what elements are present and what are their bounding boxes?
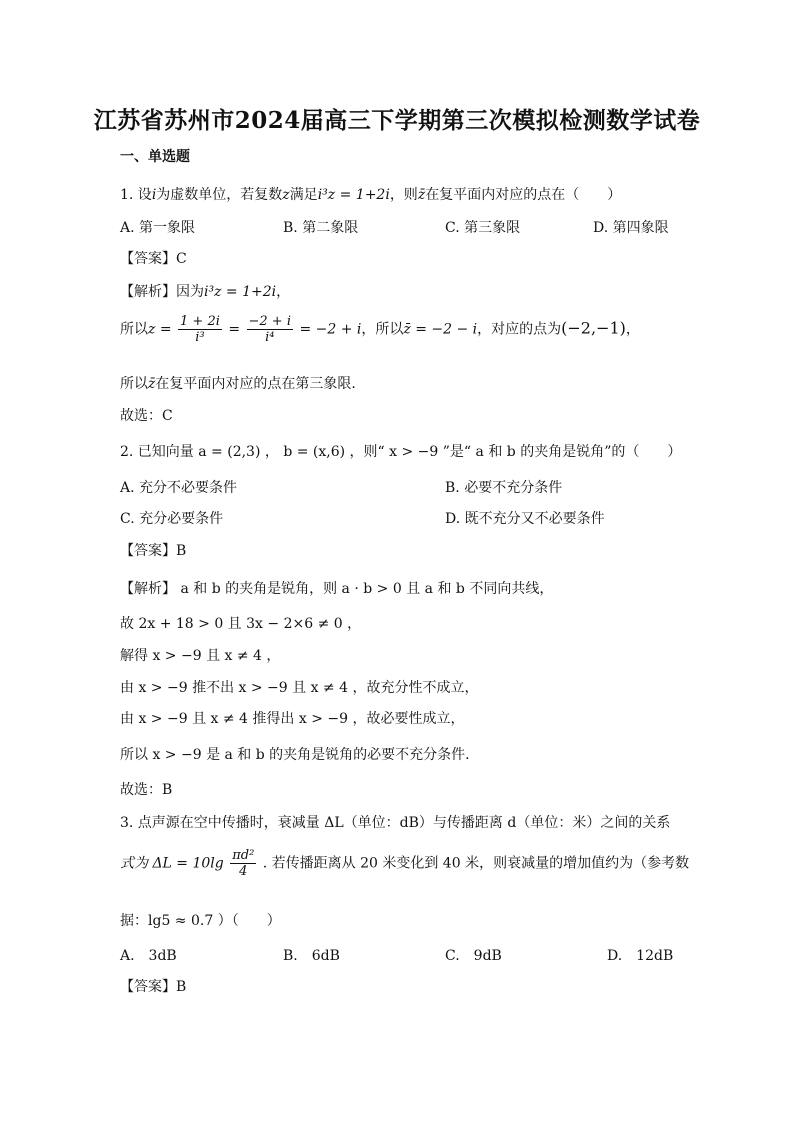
question-1-option-d: D. 第四象限 — [593, 220, 669, 236]
question-1-analysis-line-2: 所以z = $\frac{1 + 2i}{\text{i³}}$ = $\frac{-2 + i}{\text{i⁴}}$ = −2 + i，所以z̄ = −2 − i，对应的点为(−2,−1)， — [120, 314, 640, 345]
question-3-stem-line-1: 3. 点声源在空中传播时，衰减量 ΔL（单位：dB）与传播距离 d（单位：米）之间的关系 — [120, 815, 671, 831]
fraction: $\frac{\text{πd²}}{4}$ — [232, 848, 255, 879]
fraction: $\frac{-2 + i}{\text{i⁴}}$ — [248, 314, 291, 345]
question-1-option-a: A. 第一象限 — [120, 220, 196, 236]
question-3-option-b: B. 6dB — [283, 948, 340, 964]
section-heading: 一、单选题 — [120, 149, 190, 165]
question-1-answer: 【答案】C — [120, 251, 187, 267]
question-1-analysis: 【解析】因为i³z = 1+2i， — [120, 284, 291, 300]
question-2-analysis-line-2: 故 2x + 18 > 0 且 3x − 2×6 ≠ 0 ， — [120, 616, 362, 632]
question-3-option-a: A. 3dB — [120, 948, 177, 964]
question-1-option-b: B. 第二象限 — [283, 220, 359, 236]
question-2-option-b: B. 必要不充分条件 — [445, 480, 563, 496]
question-1-analysis-line-3: 所以z̄在复平面内对应的点在第三象限. — [120, 376, 356, 392]
question-3-stem-line-2: 式为 ΔL = 10lg $\frac{\text{πd²}}{4}$ . 若传播距离从 20 米变化到 40 米，则衰减量的增加值约为（参考数 — [120, 848, 690, 879]
question-2-analysis-line-5: 由 x > −9 且 x ≠ 4 推得出 x > −9 ，故必要性成立， — [120, 711, 465, 727]
question-1-option-c: C. 第三象限 — [445, 220, 521, 236]
question-2-conclusion: 故选：B — [120, 782, 173, 798]
question-2-option-a: A. 充分不必要条件 — [120, 480, 238, 496]
question-1-conclusion: 故选：C — [120, 408, 173, 424]
question-2-option-c: C. 充分必要条件 — [120, 511, 224, 527]
question-2-analysis: 【解析】 a 和 b 的夹角是锐角，则 a · b > 0 且 a 和 b 不同向共线， — [120, 581, 554, 597]
question-2-analysis-line-6: 所以 x > −9 是 a 和 b 的夹角是锐角的必要不充分条件. — [120, 747, 470, 763]
page-title: 江苏省苏州市2024届高三下学期第三次模拟检测数学试卷 — [93, 107, 701, 134]
question-3-answer: 【答案】B — [120, 979, 187, 995]
question-2-stem: 2. 已知向量 a = (2,3) ， b = (x,6) ，则“ x > −9 ”是“ a 和 b 的夹角是锐角”的（ ） — [120, 444, 682, 460]
question-2-option-d: D. 既不充分又不必要条件 — [445, 511, 605, 527]
question-2-answer: 【答案】B — [120, 543, 187, 559]
fraction: $\frac{1 + 2i}{\text{i³}}$ — [180, 314, 220, 345]
question-3-option-c: C. 9dB — [445, 948, 502, 964]
question-3-stem-line-3: 据：lg5 ≈ 0.7 ）（ ） — [120, 913, 281, 929]
question-2-analysis-line-4: 由 x > −9 推不出 x > −9 且 x ≠ 4 ，故充分性不成立， — [120, 680, 479, 696]
question-2-analysis-line-3: 解得 x > −9 且 x ≠ 4 ， — [120, 648, 281, 664]
question-3-option-d: D. 12dB — [607, 948, 674, 964]
question-1-stem: 1. 设i为虚数单位，若复数z满足i³z = 1+2i，则z̄在复平面内对应的点在（ ） — [120, 187, 622, 203]
